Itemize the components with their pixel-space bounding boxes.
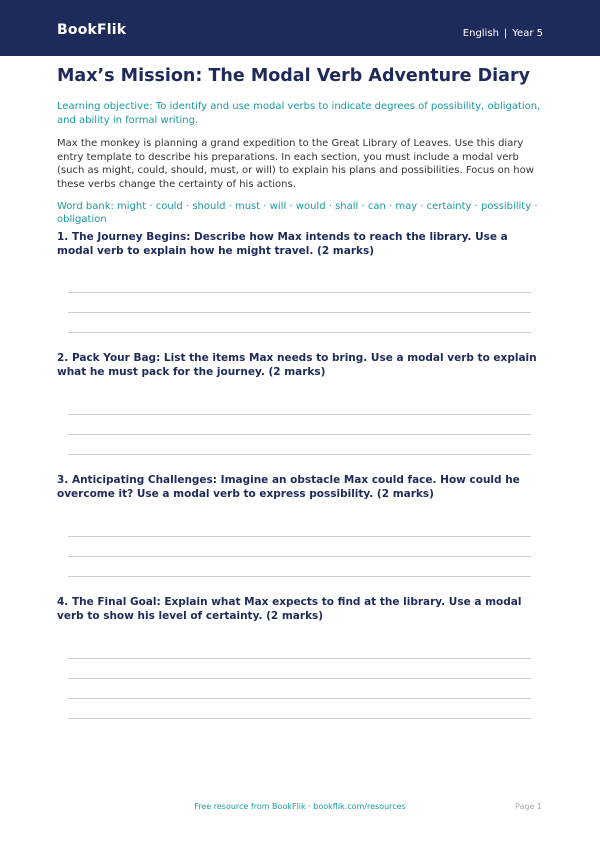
answer-line[interactable] — [68, 698, 531, 699]
footer-credit[interactable]: Free resource from BookFlik · bookflik.com/resources — [194, 802, 406, 811]
question-2: 2. Pack Your Bag: List the items Max needs to bring. Use a modal verb to explain what he must pack for the journey. (2 marks) — [57, 352, 537, 378]
answer-line[interactable] — [68, 658, 531, 659]
page-number: Page 1 — [515, 802, 542, 811]
subject-year-label — [463, 28, 543, 39]
meta-separator: | — [503, 28, 508, 39]
brand-logo: BookFlik — [57, 22, 127, 38]
answer-line[interactable] — [68, 332, 531, 333]
intro-paragraph: Max the monkey is planning a grand expedition to the Great Library of Leaves. Use this diary entry template to describe his preparations. In each section, you must include a modal verb (such as might, could, should, must, or will) to explain his plans and possibilities. Focus on how these verbs change the certainty of his actions. — [57, 138, 534, 190]
learning-objective: Learning objective: To identify and use modal verbs to indicate degrees of possibility, obligation, and ability in formal writing. — [57, 101, 541, 126]
subject-label: English — [462, 28, 499, 39]
worksheet-title: Max’s Mission: The Modal Verb Adventure Diary — [57, 66, 531, 86]
answer-line[interactable] — [68, 454, 531, 455]
year-label: Year 5 — [512, 28, 543, 39]
page-header — [0, 0, 600, 56]
answer-line[interactable] — [68, 312, 531, 313]
answer-line[interactable] — [68, 536, 531, 537]
answer-line[interactable] — [68, 292, 531, 293]
answer-line[interactable] — [68, 718, 531, 719]
answer-line[interactable] — [68, 576, 531, 577]
word-bank: Word bank: might · could · should · must · will · would · shall · can · may · certainty · possibility · obligation — [57, 201, 538, 225]
answer-line[interactable] — [68, 556, 531, 557]
answer-line[interactable] — [68, 434, 531, 435]
question-3: 3. Anticipating Challenges: Imagine an obstacle Max could face. How could he overcome it? Use a modal verb to express possibility. (2 marks) — [57, 474, 520, 500]
answer-line[interactable] — [68, 678, 531, 679]
answer-line[interactable] — [68, 414, 531, 415]
question-1: 1. The Journey Begins: Describe how Max intends to reach the library. Use a modal verb to explain how he might travel. (2 marks) — [57, 231, 508, 257]
question-4: 4. The Final Goal: Explain what Max expects to find at the library. Use a modal verb to show his level of certainty. (2 marks) — [57, 596, 522, 622]
